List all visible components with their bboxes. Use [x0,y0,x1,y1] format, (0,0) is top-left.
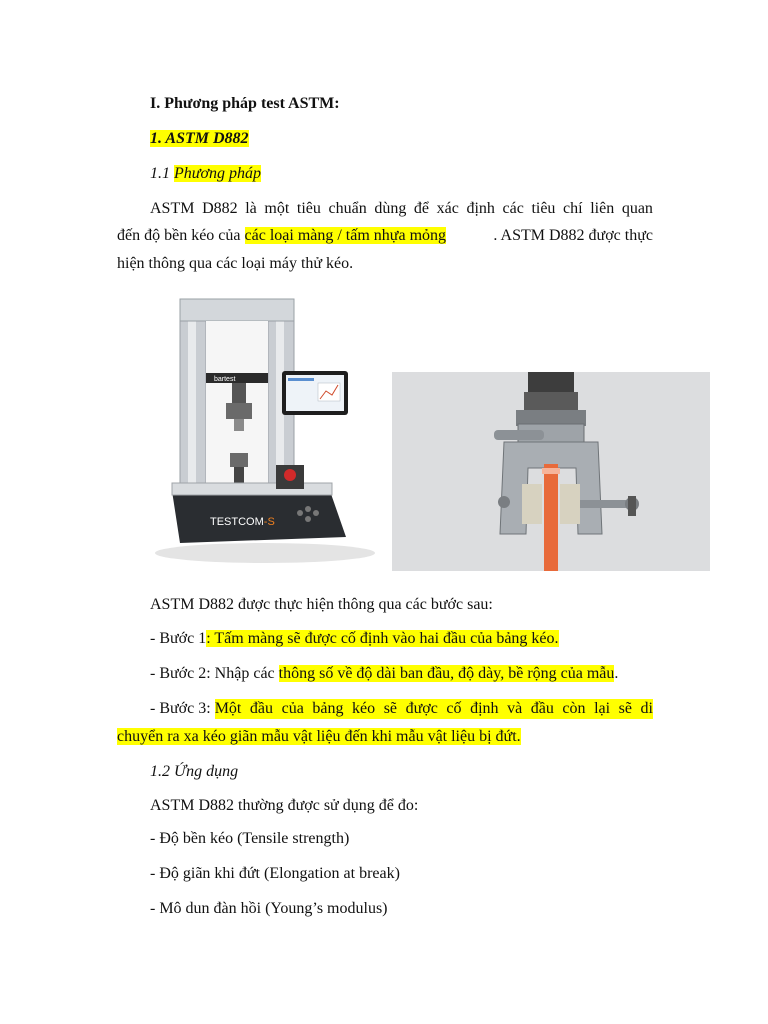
word: cố [446,700,462,717]
machine-brand-text: TESTCOM-S [210,516,275,528]
word: định [466,200,495,217]
paragraph-line-3: hiện thông qua các loại máy thử kéo. [117,255,354,272]
subsection-heading: 1. ASTM D882 [150,130,249,147]
word: chí [563,200,583,217]
word: là [245,200,257,217]
uses-intro: ASTM D882 thường được sử dụng để đo: [150,797,419,814]
word: D882 [202,200,238,217]
step-3-line-1: - Bước 3: Một đầu của bảng kéo sẽ được cố định và đầu còn lại sẽ di [150,700,653,717]
paragraph-line-1 [150,199,653,219]
word: của [281,700,304,717]
word: đầu [249,700,274,717]
word: bảng [312,700,344,717]
word: di [640,700,653,717]
step-3-line-2: chuyển ra xa kéo giãn mẫu vật liệu đến khi mẫu vật liệu bị đứt. [117,728,521,745]
grip-closeup-image [392,372,710,571]
word: định [470,700,499,717]
section-heading: I. Phương pháp test ASTM: [150,95,340,112]
word: ASTM [150,200,195,217]
word: liên [590,200,615,217]
word: lại [594,700,611,717]
word: được [405,700,438,717]
grip-closeup-illustration [392,372,710,571]
machine-top-label: bartest [214,376,236,383]
word: kéo [352,700,376,717]
use-item-elongation: - Độ giãn khi đứt (Elongation at break) [150,865,400,882]
step-2: - Bước 2: Nhập các thông số về độ dài ban đầu, độ dày, bề rộng của mẫu. [150,665,619,682]
word: tiêu [296,200,321,217]
steps-intro: ASTM D882 được thực hiện thông qua các bước sau: [150,596,493,613]
sub-subsection-heading-application: 1.2 Ứng dụng [150,763,239,780]
testing-machine-image [150,285,375,578]
word: để [413,200,430,217]
paragraph-line-2: đến độ bền kéo của các loại màng / tấm nhựa mỏng . ASTM D882 được thực [117,227,653,244]
sub-subsection-heading-method: 1.1 Phương pháp [150,165,262,182]
use-item-modulus: - Mô dun đàn hồi (Young’s modulus) [150,900,388,917]
word: tiêu [531,200,556,217]
word: còn [562,700,586,717]
step-3-highlight [215,699,653,719]
word: và [507,700,523,717]
word: quan [621,200,653,217]
word: sẽ [383,700,398,717]
word: dùng [374,200,407,217]
word: các [502,200,524,217]
word: chuẩn [328,200,367,217]
use-item-tensile: - Độ bền kéo (Tensile strength) [150,830,350,847]
word: một [264,200,290,217]
word: sẽ [618,700,632,717]
step-1: - Bước 1: Tấm màng sẽ được cố định vào hai đầu của bảng kéo. [150,630,559,647]
word: xác [436,200,459,217]
word: Một [214,700,242,717]
word: đầu [530,700,554,717]
testing-machine-illustration [150,285,375,578]
